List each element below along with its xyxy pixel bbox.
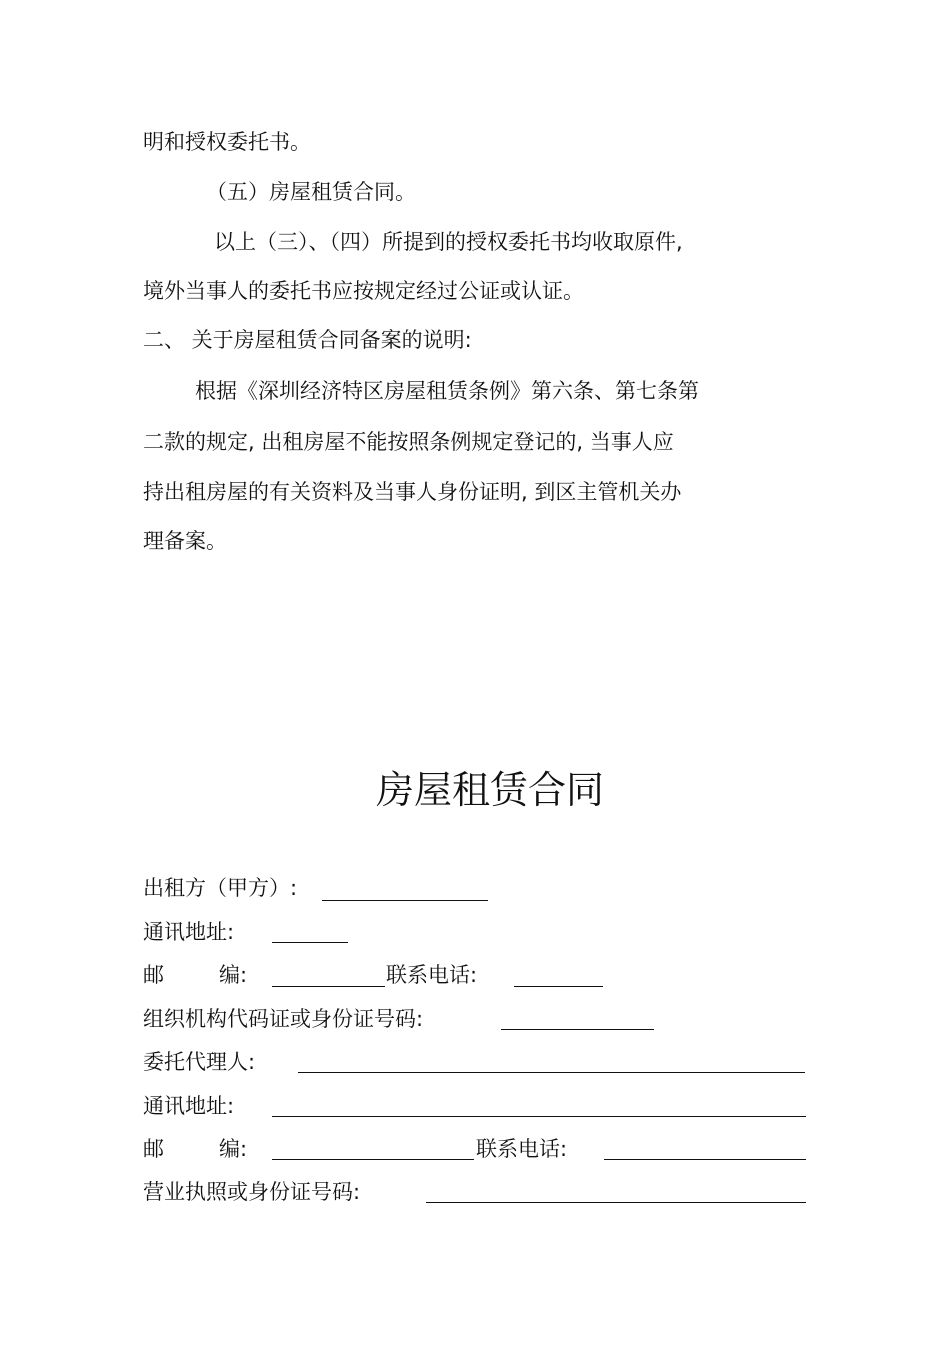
address-label-2: 通讯地址: — [143, 1094, 235, 1118]
address-blank-1[interactable] — [272, 942, 348, 943]
postcode-label-1a: 邮 — [143, 963, 164, 987]
address-blank-2[interactable] — [272, 1116, 806, 1117]
agent-label: 委托代理人: — [143, 1050, 256, 1074]
postcode-blank-1[interactable] — [272, 986, 385, 987]
paragraph-line-6: 根据《深圳经济特区房屋租赁条例》第六条、第七条第 — [195, 379, 699, 403]
postcode-label-2a: 邮 — [143, 1137, 164, 1161]
org-id-blank[interactable] — [501, 1029, 654, 1030]
paragraph-line-9: 理备案。 — [143, 529, 227, 553]
agent-blank[interactable] — [298, 1072, 805, 1073]
license-label: 营业执照或身份证号码: — [143, 1180, 361, 1204]
phone-blank-1[interactable] — [514, 986, 603, 987]
paragraph-line-3: 以上（三）、（四）所提到的授权委托书均收取原件, — [214, 230, 683, 254]
paragraph-line-1: 明和授权委托书。 — [143, 130, 311, 154]
license-blank[interactable] — [426, 1202, 806, 1203]
contract-title: 房屋租赁合同 — [375, 768, 604, 812]
phone-label-1: 联系电话: — [386, 963, 478, 987]
address-label-1: 通讯地址: — [143, 920, 235, 944]
postcode-blank-2[interactable] — [272, 1159, 474, 1160]
phone-label-2: 联系电话: — [476, 1137, 568, 1161]
lessor-label: 出租方（甲方）: — [143, 876, 298, 900]
lessor-blank[interactable] — [322, 900, 488, 901]
org-id-label: 组织机构代码证或身份证号码: — [143, 1007, 424, 1031]
section-heading: 二、 关于房屋租赁合同备案的说明: — [143, 328, 472, 352]
phone-blank-2[interactable] — [604, 1159, 806, 1160]
paragraph-line-7: 二款的规定, 出租房屋不能按照条例规定登记的, 当事人应 — [143, 430, 674, 454]
paragraph-line-4: 境外当事人的委托书应按规定经过公证或认证。 — [143, 279, 584, 303]
postcode-label-1b: 编: — [219, 963, 248, 987]
postcode-label-2b: 编: — [219, 1137, 248, 1161]
paragraph-line-2: （五）房屋租赁合同。 — [206, 180, 416, 204]
paragraph-line-8: 持出租房屋的有关资料及当事人身份证明, 到区主管机关办 — [143, 480, 682, 504]
